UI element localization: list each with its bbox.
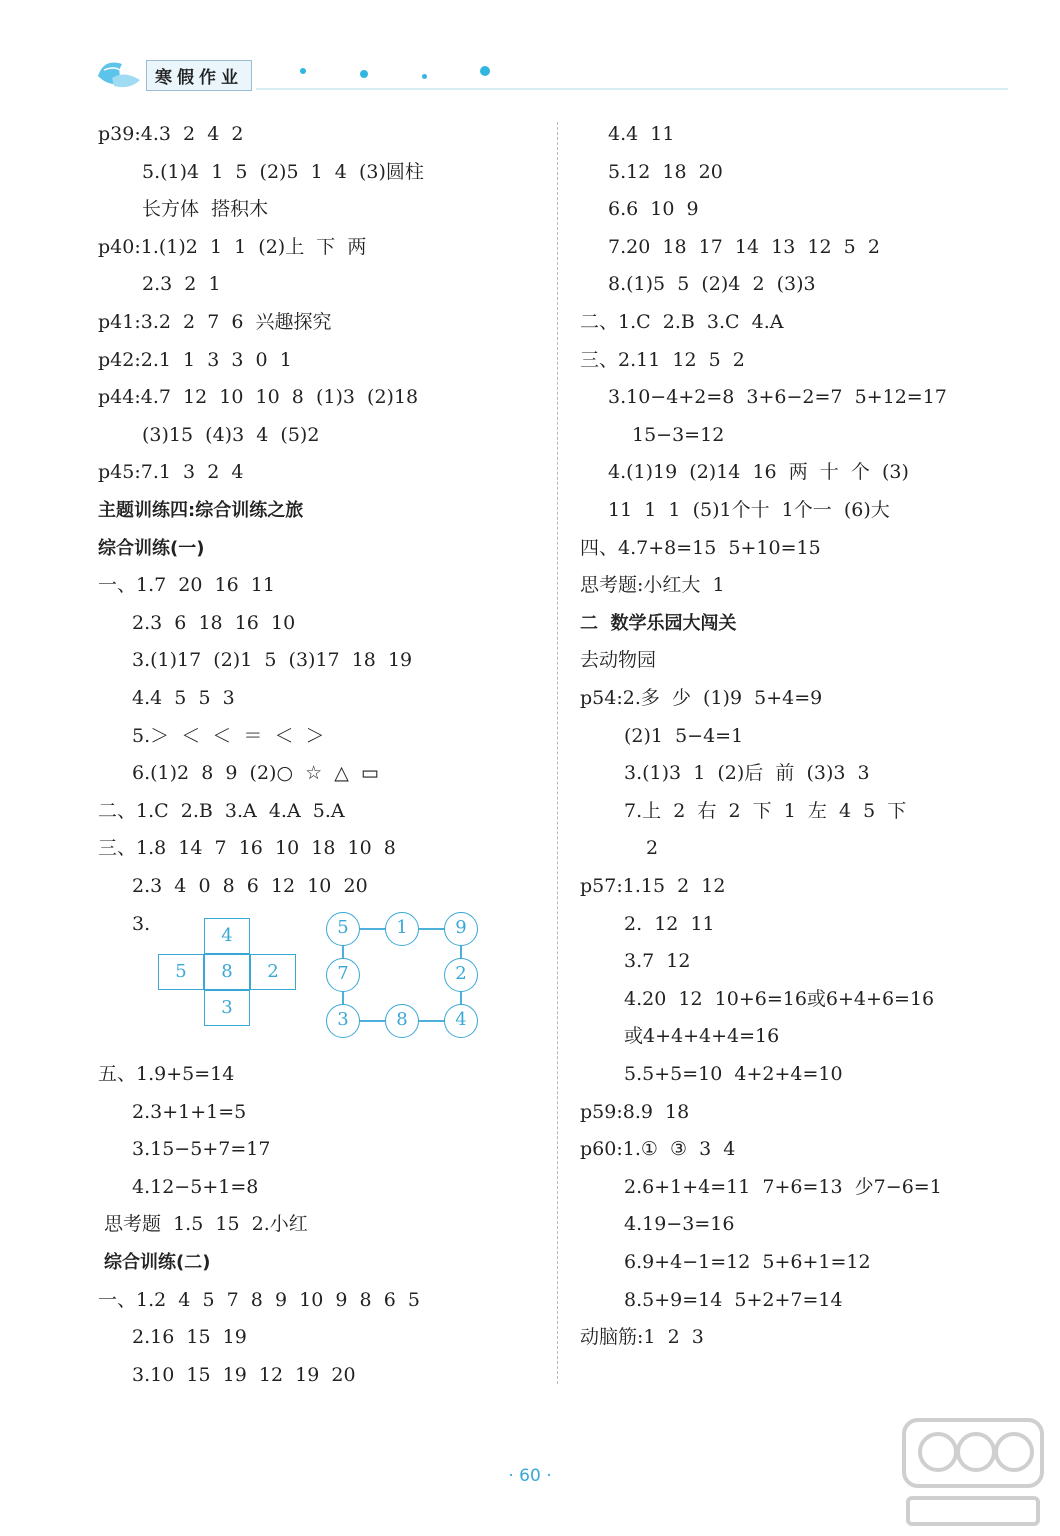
answer-line: 5.(1)4 1 5 (2)5 1 4 (3)圆柱 [142,160,424,183]
ring-node-top-right: 9 [444,912,478,946]
header-dot [360,70,368,78]
circle-ring-figure [326,912,498,1048]
answer-line: 三、2.11 12 5 2 [580,348,745,371]
answer-line: 五、1.9+5=14 [98,1063,235,1085]
header-dot [422,74,427,79]
ring-node-top-left: 5 [326,912,360,946]
answer-line: 或4+4+4+4=16 [624,1025,780,1048]
answer-line: 3.15−5+7=17 [132,1138,271,1161]
answer-line: p57:1.15 2 12 [580,875,726,897]
answer-line: 6.6 10 9 [608,198,699,221]
answer-line: 二、1.C 2.B 3.A 4.A 5.A [98,799,345,822]
answer-line: 四、4.7+8=15 5+10=15 [580,536,821,559]
answer-line: p39:4.3 2 4 2 [98,123,244,145]
answer-line: 4.4 11 [608,123,675,145]
answer-line: 6.9+4−1=12 5+6+1=12 [624,1251,871,1273]
answer-line: p44:4.7 12 10 10 8 (1)3 (2)18 [98,386,419,409]
header-title: 寒假作业 [146,60,252,91]
answer-line: 综合训练(二) [104,1252,211,1273]
answer-line: p42:2.1 1 3 3 0 1 [98,348,292,371]
answer-line: p54:2.多 少 (1)9 5+4=9 [580,687,823,709]
answer-line: 4.19−3=16 [624,1213,735,1236]
answer-line: 5.＞ ＜ ＜ ＝ ＜ ＞ [132,724,325,747]
answer-line: 2.3+1+1=5 [132,1100,247,1123]
puzzle-figures [138,912,518,1052]
ring-node-bottom-middle: 8 [385,1004,419,1038]
column-divider [557,122,558,1384]
answer-line: 一、1.2 4 5 7 8 9 10 9 8 6 5 [98,1288,420,1311]
butterfly-logo-icon [94,56,144,92]
ring-node-bottom-left: 3 [326,1004,360,1038]
cross-cell-bottom: 3 [204,990,250,1026]
page-header [88,52,1008,96]
answer-line: 2. 12 11 [624,912,715,935]
answer-line: 去动物园 [580,649,657,672]
answer-line: 主题训练四:综合训练之旅 [98,500,304,521]
answer-line: 3. [132,912,151,935]
answer-line: p40:1.(1)2 1 1 (2)上 下 两 [98,235,367,258]
answer-line: 2.3 6 18 16 10 [132,611,296,634]
cross-cell-center: 8 [204,954,250,990]
answer-line: 15−3=12 [632,423,725,446]
answer-line: 4.20 12 10+6=16或6+4+6=16 [624,987,935,1010]
answer-line: p41:3.2 2 7 6 兴趣探究 [98,311,332,333]
answer-line: 2.16 15 19 [132,1326,247,1349]
answer-line: 二、1.C 2.B 3.C 4.A [580,311,784,333]
header-dot [300,68,306,74]
answer-line: 2.6+1+4=11 7+6=13 少7−6=1 [624,1175,942,1198]
cross-cell-left: 5 [158,954,204,990]
answer-line: 8.(1)5 5 (2)4 2 (3)3 [608,273,816,296]
answer-line: 8.5+9=14 5+2+7=14 [624,1288,843,1311]
answer-line: 3.7 12 [624,950,691,973]
ring-node-bottom-right: 4 [444,1004,478,1038]
ring-node-top-middle: 1 [385,912,419,946]
answer-line: 2.3 4 0 8 6 12 10 20 [132,875,368,897]
ring-node-middle-right: 2 [444,958,478,992]
answer-line: 一、1.7 20 16 11 [98,574,275,597]
answer-line: 二 数学乐园大闯关 [580,612,737,634]
answer-line: 11 1 1 (5)1个十 1个一 (6)大 [608,499,890,521]
answer-line: (3)15 (4)3 4 (5)2 [142,423,320,446]
answer-line: 长方体 搭积木 [142,198,269,221]
answer-line: 4.4 5 5 3 [132,687,235,709]
answer-line: 综合训练(一) [98,537,205,559]
answer-line: 4.(1)19 (2)14 16 两 十 个 (3) [608,461,909,484]
answer-line: 3.10−4+2=8 3+6−2=7 5+12=17 [608,386,947,409]
cross-cell-right: 2 [250,954,296,990]
page-number: · 60 · [508,1466,552,1486]
answer-line: 三、1.8 14 7 16 10 18 10 8 [98,837,396,860]
answer-line: 3.(1)3 1 (2)后 前 (3)3 3 [624,762,870,785]
answer-line: p59:8.9 18 [580,1100,690,1123]
answer-line: 6.(1)2 8 9 (2)○ ☆ △ ▭ [132,762,379,785]
answer-line: 7.20 18 17 14 13 12 5 2 [608,235,880,258]
header-dot [480,66,490,76]
cross-cell-top: 4 [204,918,250,954]
answer-line: 3.10 15 19 12 19 20 [132,1363,356,1386]
answer-line: p45:7.1 3 2 4 [98,461,244,484]
answer-line: 思考题 1.5 15 2.小红 [104,1213,308,1236]
answer-line: 3.(1)17 (2)1 5 (3)17 18 19 [132,649,413,672]
watermark-logo-icon [898,1414,1048,1532]
answer-line: 7.上 2 右 2 下 1 左 4 5 下 [624,799,907,822]
answer-line: 2.3 2 1 [142,273,221,296]
answer-line: (2)1 5−4=1 [624,724,744,747]
answer-line: 4.12−5+1=8 [132,1175,259,1198]
answer-line: 5.12 18 20 [608,160,723,183]
header-rule [256,88,1008,90]
answer-line: 2 [646,837,659,860]
ring-node-middle-left: 7 [326,958,360,992]
answer-line: p60:1.① ③ 3 4 [580,1138,736,1161]
answer-line: 动脑筋:1 2 3 [580,1326,704,1349]
answer-line: 思考题:小红大 1 [580,574,725,597]
answer-line: 5.5+5=10 4+2+4=10 [624,1063,843,1085]
